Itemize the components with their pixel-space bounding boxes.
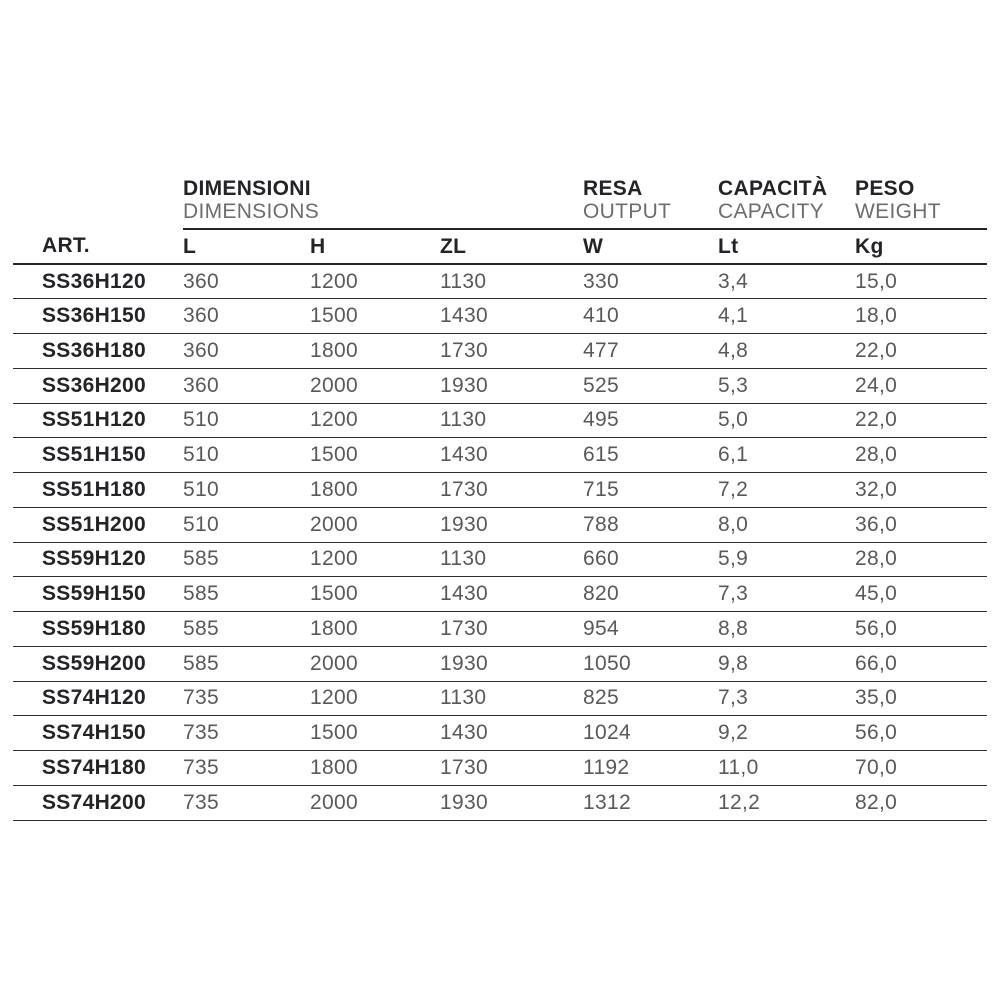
table-row	[13, 612, 987, 647]
cell-kg: 82,0	[855, 785, 987, 820]
cell-kg: 22,0	[855, 334, 987, 369]
cell-lt: 9,2	[718, 716, 855, 751]
cell-h: 1500	[310, 716, 440, 751]
column-header-lt: Lt	[718, 229, 855, 264]
cell-w: 820	[583, 577, 718, 612]
cell-h: 1800	[310, 334, 440, 369]
cell-art: SS74H150	[13, 716, 183, 751]
table-row	[13, 542, 987, 577]
cell-art: SS36H180	[13, 334, 183, 369]
cell-l: 585	[183, 577, 310, 612]
cell-zl: 1130	[440, 681, 583, 716]
cell-zl: 1730	[440, 612, 583, 647]
cell-w: 477	[583, 334, 718, 369]
group-label-secondary: WEIGHT	[855, 200, 941, 223]
cell-lt: 11,0	[718, 751, 855, 786]
cell-zl: 1730	[440, 334, 583, 369]
cell-lt: 7,2	[718, 473, 855, 508]
cell-w: 525	[583, 368, 718, 403]
cell-lt: 3,4	[718, 264, 855, 299]
cell-l: 735	[183, 716, 310, 751]
cell-h: 1500	[310, 438, 440, 473]
cell-h: 2000	[310, 368, 440, 403]
column-header-l: L	[183, 229, 310, 264]
cell-lt: 9,8	[718, 646, 855, 681]
group-header-weight	[855, 178, 987, 229]
cell-lt: 5,0	[718, 403, 855, 438]
cell-h: 1800	[310, 751, 440, 786]
cell-l: 585	[183, 542, 310, 577]
cell-art: SS59H180	[13, 612, 183, 647]
cell-art: SS59H200	[13, 646, 183, 681]
table-row	[13, 368, 987, 403]
cell-l: 735	[183, 751, 310, 786]
cell-w: 788	[583, 507, 718, 542]
cell-h: 2000	[310, 507, 440, 542]
table-row	[13, 785, 987, 820]
cell-h: 1500	[310, 577, 440, 612]
cell-l: 360	[183, 299, 310, 334]
cell-lt: 7,3	[718, 577, 855, 612]
table-row	[13, 334, 987, 369]
group-header-dimensions	[183, 178, 583, 229]
table-row	[13, 438, 987, 473]
cell-kg: 56,0	[855, 612, 987, 647]
cell-kg: 56,0	[855, 716, 987, 751]
cell-kg: 66,0	[855, 646, 987, 681]
cell-art: SS51H200	[13, 507, 183, 542]
cell-zl: 1730	[440, 473, 583, 508]
cell-kg: 15,0	[855, 264, 987, 299]
cell-art: SS36H150	[13, 299, 183, 334]
cell-h: 2000	[310, 785, 440, 820]
column-header-art: ART.	[13, 229, 183, 264]
cell-zl: 1930	[440, 507, 583, 542]
group-label-secondary: CAPACITY	[718, 200, 824, 223]
cell-art: SS74H120	[13, 681, 183, 716]
cell-lt: 7,3	[718, 681, 855, 716]
cell-w: 1050	[583, 646, 718, 681]
table-row	[13, 507, 987, 542]
cell-zl: 1930	[440, 368, 583, 403]
cell-l: 510	[183, 438, 310, 473]
column-header-w: W	[583, 229, 718, 264]
cell-zl: 1930	[440, 785, 583, 820]
cell-art: SS59H150	[13, 577, 183, 612]
cell-zl: 1430	[440, 577, 583, 612]
cell-h: 1500	[310, 299, 440, 334]
cell-kg: 70,0	[855, 751, 987, 786]
cell-lt: 4,8	[718, 334, 855, 369]
group-label-primary: CAPACITÀ	[718, 177, 828, 200]
group-label-secondary: DIMENSIONS	[183, 200, 320, 223]
cell-kg: 45,0	[855, 577, 987, 612]
cell-w: 1192	[583, 751, 718, 786]
cell-l: 510	[183, 507, 310, 542]
column-header-kg: Kg	[855, 229, 987, 264]
table-row	[13, 264, 987, 299]
group-label-primary: RESA	[583, 177, 643, 200]
cell-w: 715	[583, 473, 718, 508]
table-row	[13, 716, 987, 751]
cell-h: 1200	[310, 681, 440, 716]
cell-zl: 1130	[440, 264, 583, 299]
cell-l: 360	[183, 368, 310, 403]
cell-w: 825	[583, 681, 718, 716]
cell-l: 735	[183, 681, 310, 716]
cell-zl: 1430	[440, 438, 583, 473]
group-label-primary: DIMENSIONI	[183, 177, 311, 200]
cell-lt: 8,8	[718, 612, 855, 647]
cell-art: SS36H120	[13, 264, 183, 299]
column-header-row	[13, 229, 987, 264]
cell-w: 410	[583, 299, 718, 334]
table-row	[13, 473, 987, 508]
cell-l: 585	[183, 646, 310, 681]
cell-art: SS36H200	[13, 368, 183, 403]
cell-w: 660	[583, 542, 718, 577]
group-header-capacity	[718, 178, 855, 229]
cell-kg: 24,0	[855, 368, 987, 403]
cell-h: 1200	[310, 542, 440, 577]
cell-lt: 6,1	[718, 438, 855, 473]
group-header-spacer	[13, 178, 183, 229]
cell-zl: 1430	[440, 716, 583, 751]
table-row	[13, 403, 987, 438]
cell-l: 360	[183, 264, 310, 299]
table-row	[13, 681, 987, 716]
cell-h: 1200	[310, 264, 440, 299]
column-header-h: H	[310, 229, 440, 264]
cell-zl: 1930	[440, 646, 583, 681]
cell-kg: 28,0	[855, 438, 987, 473]
group-label-primary: PESO	[855, 177, 915, 200]
cell-w: 615	[583, 438, 718, 473]
cell-kg: 22,0	[855, 403, 987, 438]
spec-table	[13, 178, 987, 821]
cell-art: SS74H180	[13, 751, 183, 786]
table-row	[13, 751, 987, 786]
cell-l: 360	[183, 334, 310, 369]
cell-h: 1800	[310, 612, 440, 647]
cell-art: SS74H200	[13, 785, 183, 820]
cell-kg: 18,0	[855, 299, 987, 334]
group-header-row	[13, 178, 987, 229]
cell-h: 1800	[310, 473, 440, 508]
cell-zl: 1430	[440, 299, 583, 334]
cell-zl: 1130	[440, 403, 583, 438]
cell-h: 2000	[310, 646, 440, 681]
cell-w: 330	[583, 264, 718, 299]
cell-kg: 32,0	[855, 473, 987, 508]
cell-w: 954	[583, 612, 718, 647]
table-row	[13, 577, 987, 612]
cell-kg: 35,0	[855, 681, 987, 716]
cell-lt: 8,0	[718, 507, 855, 542]
cell-kg: 28,0	[855, 542, 987, 577]
cell-w: 1312	[583, 785, 718, 820]
cell-zl: 1130	[440, 542, 583, 577]
group-label-secondary: OUTPUT	[583, 200, 672, 223]
cell-l: 585	[183, 612, 310, 647]
table-row	[13, 646, 987, 681]
cell-lt: 5,3	[718, 368, 855, 403]
cell-lt: 12,2	[718, 785, 855, 820]
cell-l: 510	[183, 473, 310, 508]
cell-art: SS59H120	[13, 542, 183, 577]
cell-art: SS51H120	[13, 403, 183, 438]
cell-h: 1200	[310, 403, 440, 438]
table-body	[13, 264, 987, 820]
column-header-zl: ZL	[440, 229, 583, 264]
cell-lt: 4,1	[718, 299, 855, 334]
cell-lt: 5,9	[718, 542, 855, 577]
cell-l: 735	[183, 785, 310, 820]
cell-w: 495	[583, 403, 718, 438]
group-header-output	[583, 178, 718, 229]
cell-art: SS51H150	[13, 438, 183, 473]
cell-art: SS51H180	[13, 473, 183, 508]
cell-w: 1024	[583, 716, 718, 751]
cell-l: 510	[183, 403, 310, 438]
table-row	[13, 299, 987, 334]
cell-kg: 36,0	[855, 507, 987, 542]
cell-zl: 1730	[440, 751, 583, 786]
